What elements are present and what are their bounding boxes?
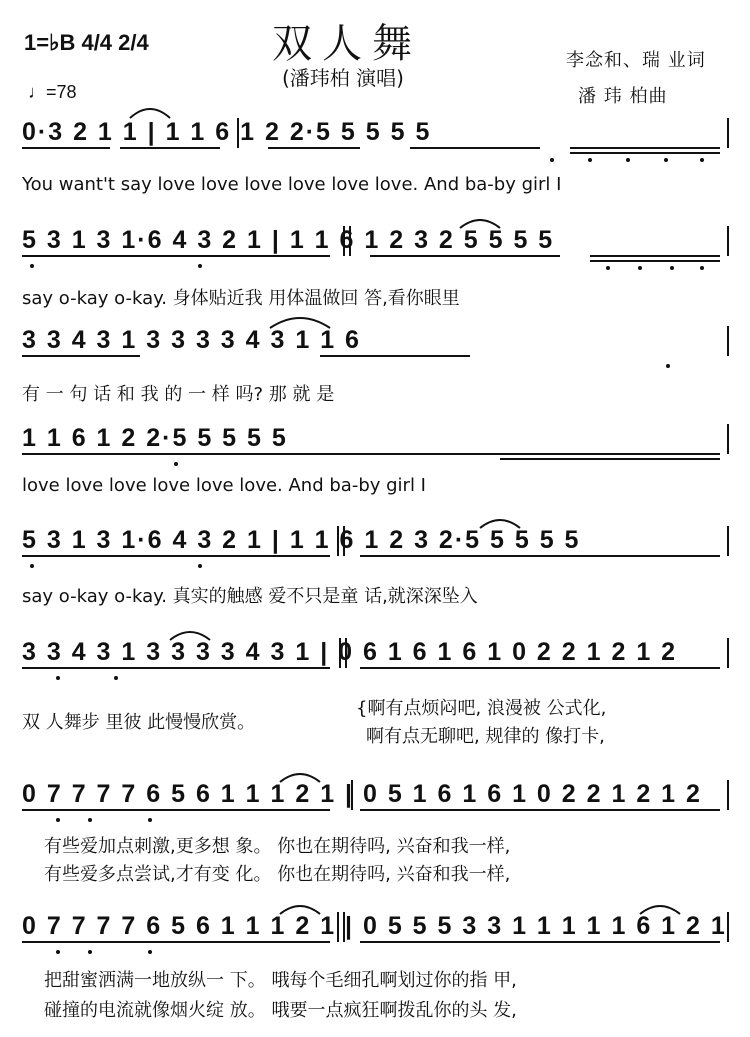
composer-credit: 潘 玮 柏曲	[578, 86, 668, 107]
lyric-line-8b: 碰撞的电流就像烟火绽 放。 哦要一点疯狂啊拨乱你的头 发,	[44, 1000, 517, 1021]
singer-credit: (潘玮柏 演唱)	[282, 66, 404, 90]
lyric-line-6b: {啊有点烦闷吧, 浪漫被 公式化,	[356, 698, 607, 719]
lyric-line-8a: 把甜蜜洒满一地放纵一 下。 哦每个毛细孔啊划过你的指 甲,	[44, 970, 517, 991]
lyric-line-5: say o-kay o-kay. 真实的触感 爱不只是童 话,就深深坠入	[22, 586, 478, 607]
tempo-marking: ♩=78	[28, 82, 77, 102]
lyricist-credit: 李念和、瑞 业词	[566, 50, 706, 71]
lyric-line-3: 有 一 句 话 和 我 的 一 样 吗? 那 就 是	[22, 384, 335, 405]
notation-line-8: 0 7 7 7 7 6 5 6 1 1 1 2 1 | 0 5 5 5 3 3 1 1 1 1 1 6 1 2 1	[22, 912, 727, 940]
lyric-line-7b: 有些爱多点尝试,才有变 化。 你也在期待吗, 兴奋和我一样,	[44, 864, 511, 885]
notation-line-4: 1 1 6 1 2 2·5 5 5 5 5	[22, 424, 288, 452]
lyric-line-6c: 啊有点无聊吧, 规律的 像打卡,	[366, 726, 605, 747]
lyric-line-1: You want't say love love love love love love. And ba-by girl I	[22, 174, 562, 195]
song-title: 双人舞	[272, 21, 422, 67]
notation-line-3: 3 3 4 3 1 3 3 3 3 4 3 1 1 6	[22, 326, 361, 354]
notation-line-5: 5 3 1 3 1·6 4 3 2 1 | 1 1 6 1 2 3 2·5 5 5 5 5	[22, 526, 581, 554]
key-signature: 1=♭B 4/4 2/4	[24, 30, 149, 55]
lyric-line-7a: 有些爱加点刺激,更多想 象。 你也在期待吗, 兴奋和我一样,	[44, 836, 511, 857]
lyric-line-6a: 双 人舞步 里彼 此慢慢欣赏。	[22, 712, 256, 733]
lyric-line-2: say o-kay o-kay. 身体贴近我 用体温做回 答,看你眼里	[22, 288, 460, 309]
notation-line-6: 3 3 4 3 1 3 3 3 3 4 3 1 | 0 6 1 6 1 6 1 0 2 2 1 2 1 2	[22, 638, 678, 666]
notation-line-1: 0·3 2 1 1 | 1 1 6 1 2 2·5 5 5 5 5	[22, 118, 432, 146]
lyric-line-4: love love love love love love. And ba-by girl I	[22, 475, 426, 496]
notation-line-2: 5 3 1 3 1·6 4 3 2 1 | 1 1 6 1 2 3 2 5 5 5 5	[22, 226, 555, 254]
notation-line-7: 0 7 7 7 7 6 5 6 1 1 1 2 1 | 0 5 1 6 1 6 1 0 2 2 1 2 1 2	[22, 780, 702, 808]
